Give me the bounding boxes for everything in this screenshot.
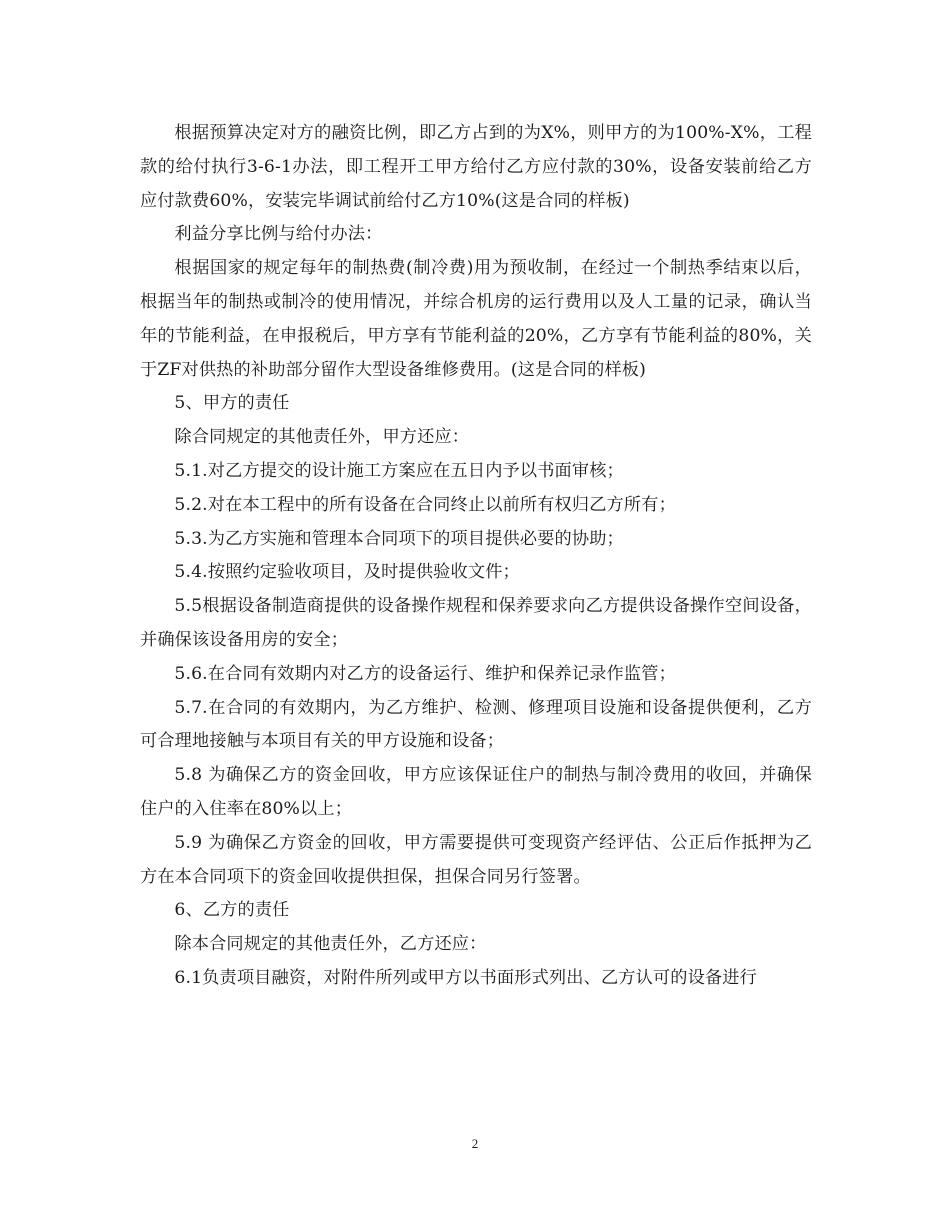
document-body	[140, 117, 812, 996]
paragraph-financing-ratio: 根据预算决定对方的融资比例，即乙方占到的为X%，则甲方的为100%-X%，工程款的给付执行3-6-1办法，即工程开工甲方给付乙方应付款的30%，设备安装前给乙方应付款费60%，安装完毕调试前给付乙方10%(这是合同的样板)	[140, 123, 812, 211]
clause-5-3: 5.3.为乙方实施和管理本合同项下的项目提供必要的协助；	[174, 528, 624, 549]
paragraph-party-a-intro: 除合同规定的其他责任外，甲方还应：	[174, 427, 470, 448]
clause-5-7: 5.7.在合同的有效期内，为乙方维护、检测、修理项目设施和设备提供便利，乙方可合理地接触与本项目有关的甲方设施和设备；	[140, 697, 812, 752]
clause-5-5: 5.5根据设备制造商提供的设备操作规程和保养要求向乙方提供设备操作空间设备，并确保该设备用房的安全；	[140, 596, 812, 650]
clause-5-6: 5.6.在合同有效期内对乙方的设备运行、维护和保养记录作监管；	[174, 663, 676, 684]
clause-6-1: 6.1负责项目融资，对附件所列或甲方以书面形式列出、乙方认可的设备进行	[174, 967, 757, 988]
paragraph-benefit-sharing: 根据国家的规定每年的制热费(制冷费)用为预收制，在经过一个制热季结束以后，根据当年的制热或制冷的使用情况，并综合机房的运行费用以及人工量的记录，确认当年的节能利益，在申报税后，甲方享有节能利益的20%，乙方享有节能利益的80%，关于ZF对供热的补助部分留作大型设备维修费用。(这是合同的样板)	[140, 258, 812, 380]
clause-5-1: 5.1.对乙方提交的设计施工方案应在五日内予以书面审核；	[174, 460, 624, 481]
clause-5-8: 5.8 为确保乙方的资金回收，甲方应该保证住户的制热与制冷费用的收回，并确保住户的入住率在80%以上；	[140, 765, 812, 819]
paragraph-party-b-intro: 除本合同规定的其他责任外，乙方还应：	[174, 934, 487, 955]
paragraph-benefit-sharing-heading: 利益分享比例与给付办法：	[174, 224, 383, 245]
section-heading-party-a: 5、甲方的责任	[174, 393, 290, 414]
clause-5-4: 5.4.按照约定验收项目，及时提供验收文件；	[174, 562, 520, 583]
clause-5-2: 5.2.对在本工程中的所有设备在合同终止以前所有权归乙方所有；	[174, 494, 676, 515]
page-number: 2	[471, 1136, 479, 1151]
clause-5-9: 5.9 为确保乙方资金的回收，甲方需要提供可变现资产经评估、公正后作抵押为乙方在本合同项下的资金回收提供担保，担保合同另行签署。	[140, 832, 812, 887]
section-heading-party-b: 6、乙方的责任	[174, 900, 290, 921]
